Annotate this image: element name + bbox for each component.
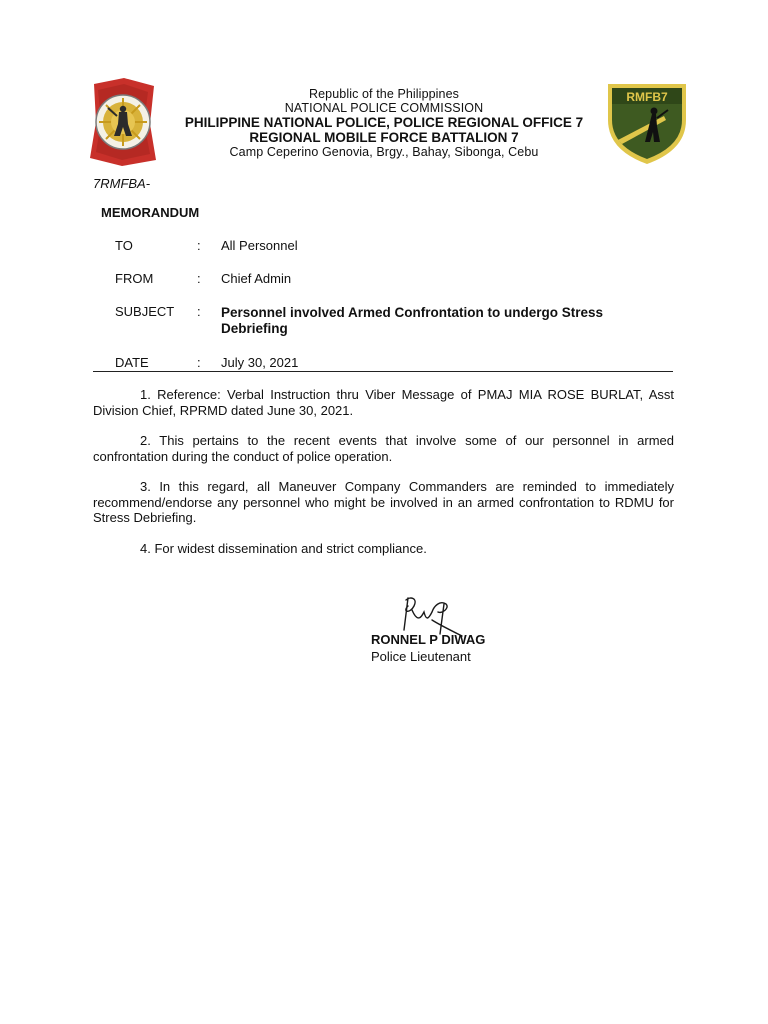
signatory-name: RONNEL P DIWAG bbox=[371, 632, 486, 647]
paragraph-4: 4. For widest dissemination and strict compliance. bbox=[140, 541, 427, 556]
to-value: All Personnel bbox=[221, 238, 298, 253]
paragraph-3: 3. In this regard, all Maneuver Company Commanders are reminded to immediately recommend/endorse any personnel who might be involved in an armed confrontation to RDMU for Stress Debriefing. bbox=[93, 479, 674, 525]
header-pnp-pro7: PHILIPPINE NATIONAL POLICE, POLICE REGIONAL OFFICE 7 bbox=[184, 115, 584, 130]
to-label: TO bbox=[115, 238, 133, 253]
pnp-seal-logo bbox=[84, 78, 160, 166]
date-value: July 30, 2021 bbox=[221, 355, 299, 370]
header-republic: Republic of the Philippines bbox=[308, 87, 459, 101]
header-rmfb7: REGIONAL MOBILE FORCE BATTALION 7 bbox=[249, 130, 519, 145]
paragraph-2: 2. This pertains to the recent events that involve some of our personnel in armed confrontation during the conduct of police operation. bbox=[93, 433, 674, 464]
pnp-seal-icon bbox=[84, 78, 160, 166]
header-napolcom: NATIONAL POLICE COMMISSION bbox=[284, 101, 484, 115]
header-divider bbox=[93, 371, 673, 372]
subject-colon: : bbox=[197, 304, 201, 319]
from-colon: : bbox=[197, 271, 201, 286]
subject-label: SUBJECT bbox=[115, 304, 175, 319]
date-colon: : bbox=[197, 355, 201, 370]
signatory-rank: Police Lieutenant bbox=[371, 649, 471, 664]
rmfb7-emblem-text: RMFB7 bbox=[626, 90, 668, 104]
to-colon: : bbox=[197, 238, 201, 253]
from-label: FROM bbox=[115, 271, 154, 286]
date-label: DATE bbox=[115, 355, 149, 370]
from-value: Chief Admin bbox=[221, 271, 292, 286]
subject-value: Personnel involved Armed Confrontation to undergo Stress Debriefing bbox=[221, 305, 604, 336]
memo-title: MEMORANDUM bbox=[101, 205, 200, 220]
reference-code: 7RMFBA- bbox=[93, 176, 151, 191]
paragraph-1: 1. Reference: Verbal Instruction thru Viber Message of PMAJ MIA ROSE BURLAT, Asst Division Chief, RPRMD dated June 30, 2021. bbox=[93, 387, 674, 418]
header-address: Camp Ceperino Genovia, Brgy., Bahay, Sibonga, Cebu bbox=[229, 145, 539, 159]
